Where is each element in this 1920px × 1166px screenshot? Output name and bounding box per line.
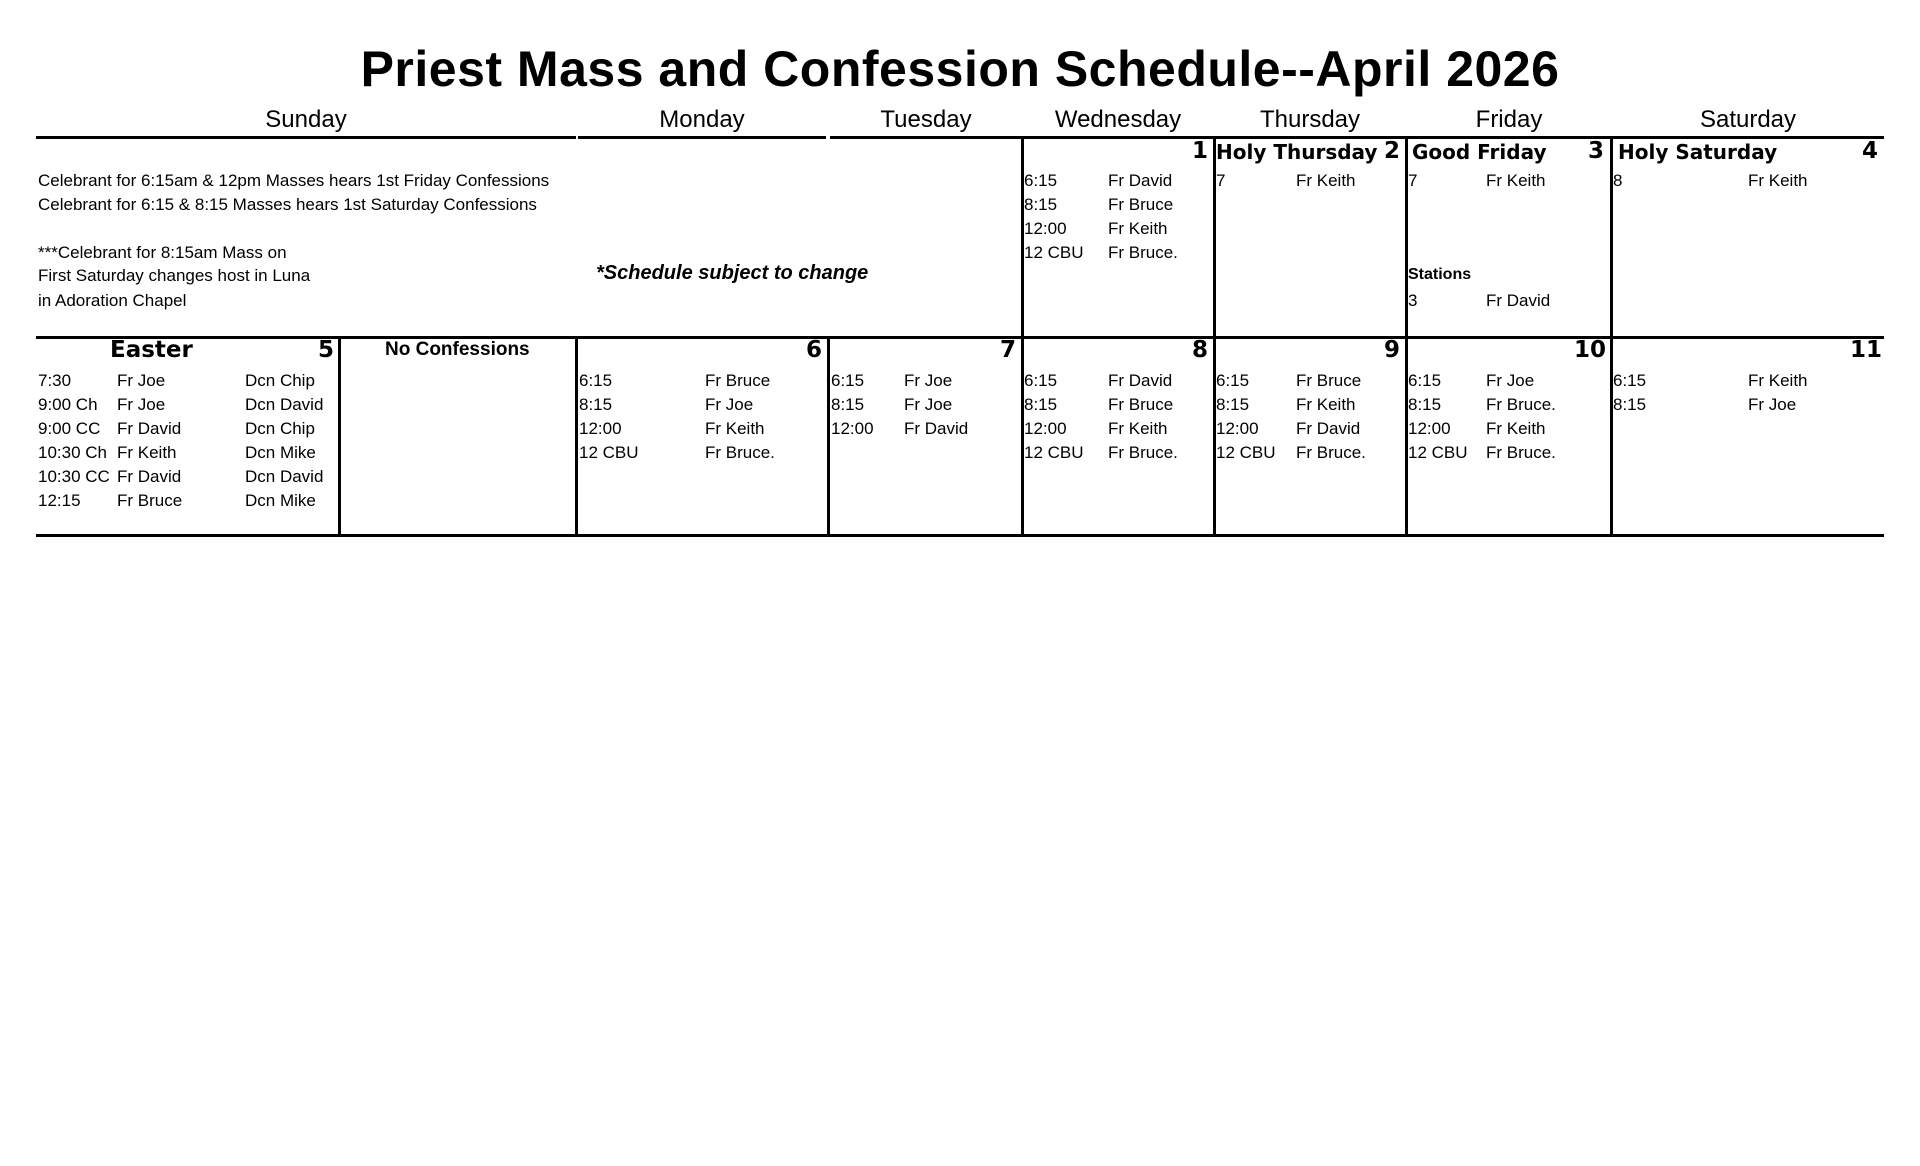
mass-time: 8:15 [831,395,865,414]
day-header-thursday: Thursday [1259,106,1361,133]
celebrant: Fr Keith [1108,419,1168,438]
celebrant: Fr Joe [904,395,953,414]
mass-time: 8 [1613,171,1623,190]
page-title: Priest Mass and Confession Schedule--April 2026 [360,41,1560,97]
deacon: Dcn Chip [245,419,315,438]
mass-time: 8:15 [1216,395,1250,414]
day-header-friday: Friday [1475,106,1543,133]
grid-vline [1610,136,1613,338]
celebrant: Fr Bruce. [705,443,775,462]
header-rule-monday [578,136,826,139]
deacon: Dcn David [245,395,324,414]
mass-time: 8:15 [1408,395,1442,414]
date-number: 11 [1850,337,1883,363]
celebrant: Fr Keith [117,443,177,462]
mass-time: 12 CBU [1024,443,1084,462]
celebrant: Fr David [1486,291,1551,310]
celebrant: Fr Keith [1748,371,1808,390]
mass-time: 6:15 [1024,171,1058,190]
mass-time: 9:00 CC [38,419,101,438]
mass-time: 10:30 CC [38,467,110,486]
date-number: 8 [1192,337,1209,363]
note-line: Celebrant for 6:15 & 8:15 Masses hears 1st Saturday Confessions [38,195,537,214]
holiday-label: Good Friday [1412,140,1547,164]
celebrant: Fr David [117,419,182,438]
deacon: Dcn Mike [245,443,316,462]
mass-time: 8:15 [579,395,613,414]
celebrant: Fr Joe [1748,395,1797,414]
grid-vline [575,336,578,536]
celebrant: Fr Keith [1108,219,1168,238]
grid-vline [827,336,830,536]
mass-time: 6:15 [1024,371,1058,390]
note-line: ***Celebrant for 8:15am Mass on [38,243,287,262]
mass-time: 12 CBU [1216,443,1276,462]
celebrant: Fr Keith [1748,171,1808,190]
date-number: 7 [1000,337,1017,363]
celebrant: Fr Bruce. [1108,243,1178,262]
mass-time: 10:30 Ch [38,443,107,462]
mass-time: 12:15 [38,491,81,510]
celebrant: Fr Bruce. [1486,395,1556,414]
mass-time: 8:15 [1024,195,1058,214]
stations-label: Stations [1408,266,1472,283]
celebrant: Fr Joe [1486,371,1535,390]
celebrant: Fr Joe [705,395,754,414]
grid-vline [1610,336,1613,536]
celebrant: Fr Bruce [117,491,183,510]
holiday-label: Holy Thursday [1216,140,1378,164]
celebrant: Fr David [1296,419,1361,438]
mass-time: 7:30 [38,371,72,390]
celebrant: Fr Bruce. [1108,443,1178,462]
grid-vline [338,336,341,536]
mass-time: 12:00 [831,419,874,438]
mass-time: 6:15 [831,371,865,390]
mass-time: 8:15 [1613,395,1647,414]
header-rule-rest [830,136,1884,139]
celebrant: Fr Joe [904,371,953,390]
mass-time: 6:15 [1408,371,1442,390]
deacon: Dcn Chip [245,371,315,390]
mass-time: 12:00 [1216,419,1259,438]
mass-time: 8:15 [1024,395,1058,414]
mass-time: 12 CBU [1408,443,1468,462]
celebrant: Fr David [1108,171,1173,190]
date-number: 6 [806,337,823,363]
celebrant: Fr Keith [1486,171,1546,190]
mass-time: 6:15 [1613,371,1647,390]
holiday-label: Holy Saturday [1618,140,1778,164]
mass-time: 7 [1216,171,1226,190]
date-number: 10 [1574,337,1607,363]
no-confessions-label: No Confessions [385,339,530,360]
date-number: 1 [1192,138,1209,164]
date-number: 5 [318,337,335,363]
day-header-tuesday: Tuesday [880,106,972,133]
grid-vline [1213,136,1216,338]
bottom-rule [36,534,1884,537]
date-number: 4 [1862,138,1879,164]
note-line: in Adoration Chapel [38,291,187,310]
note-line: Celebrant for 6:15am & 12pm Masses hears 1st Friday Confessions [38,171,550,190]
celebrant: Fr Bruce. [1296,443,1366,462]
mass-time: 12:00 [579,419,622,438]
date-number: 2 [1384,138,1401,164]
celebrant: Fr Keith [1486,419,1546,438]
note-line: First Saturday changes host in Luna [38,266,311,285]
celebrant: Fr David [904,419,969,438]
celebrant: Fr Bruce [1108,195,1174,214]
day-header-sunday: Sunday [265,106,347,133]
celebrant: Fr Bruce [1108,395,1174,414]
mass-time: 6:15 [579,371,613,390]
day-header-wednesday: Wednesday [1054,106,1182,133]
mass-time: 3 [1408,291,1418,310]
mass-time: 12:00 [1024,419,1067,438]
holiday-label: Easter [110,337,193,363]
deacon: Dcn Mike [245,491,316,510]
week-separator [36,336,1884,339]
mass-time: 12:00 [1408,419,1451,438]
mass-time: 9:00 Ch [38,395,98,414]
mass-time: 12 CBU [579,443,639,462]
mass-time: 12 CBU [1024,243,1084,262]
celebrant: Fr Bruce [1296,371,1362,390]
celebrant: Fr Joe [117,395,166,414]
mass-time: 7 [1408,171,1418,190]
celebrant: Fr Bruce. [1486,443,1556,462]
date-number: 3 [1588,138,1605,164]
header-rule-sunday [36,136,576,139]
mass-time: 12:00 [1024,219,1067,238]
celebrant: Fr Joe [117,371,166,390]
schedule-disclaimer: *Schedule subject to change [596,262,869,284]
deacon: Dcn David [245,467,324,486]
celebrant: Fr Keith [1296,395,1356,414]
celebrant: Fr David [117,467,182,486]
celebrant: Fr David [1108,371,1173,390]
celebrant: Fr Bruce [705,371,771,390]
day-header-monday: Monday [659,106,745,133]
date-number: 9 [1384,337,1401,363]
celebrant: Fr Keith [1296,171,1356,190]
mass-time: 6:15 [1216,371,1250,390]
day-header-saturday: Saturday [1699,106,1797,133]
celebrant: Fr Keith [705,419,765,438]
